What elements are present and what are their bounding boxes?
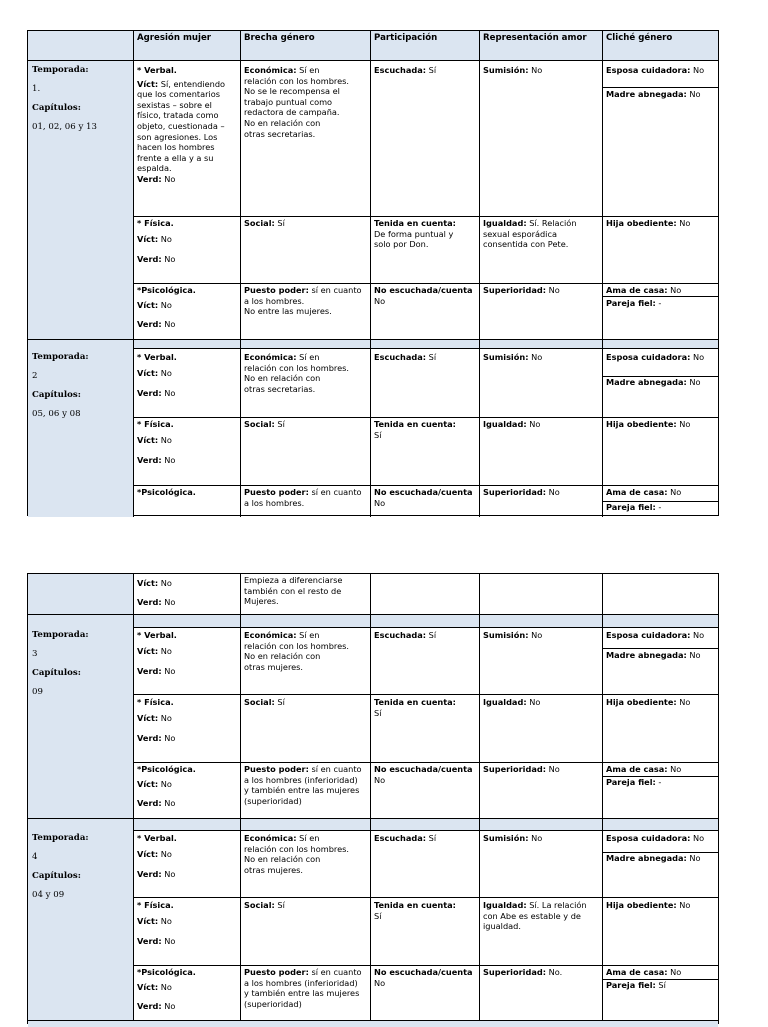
s4-fisica: * Física. Víct: No Verd: No [137, 900, 176, 946]
s3-escuchada: Escuchada: Sí [374, 630, 437, 640]
s2-noescuchada: No escuchada/cuenta No [374, 487, 473, 508]
s2-hija: Hija obediente: No [606, 419, 691, 429]
s3-sumision: Sumisión: No [483, 630, 543, 640]
header-cliche: Cliché género [606, 33, 673, 43]
s4-puesto: Puesto poder: sí en cuanto a los hombres (inferioridad) y también entre las mujeres (superioridad) [244, 967, 362, 1009]
header-participacion: Participación [374, 33, 438, 43]
season-2-info: Temporada: 2 Capítulos: 05, 06 y 08 [32, 352, 89, 419]
s4-economica: Económica: Sí en relación con los hombres. No en relación con otras mujeres. [244, 833, 350, 875]
cont-agresion: Víct: No Verd: No [137, 578, 176, 607]
s2-escuchada: Escuchada: Sí [374, 352, 437, 362]
s4-igualdad: Igualdad: Sí. La relación con Abe es estable y de igualdad. [483, 900, 587, 932]
s3-ama: Ama de casa: No [606, 764, 682, 774]
s1-esposa: Esposa cuidadora: No [606, 65, 705, 75]
s2-social: Social: Sí [244, 419, 285, 429]
s4-psicologica: *Psicológica. Víct: No Verd: No [137, 967, 196, 1011]
s2-sumision: Sumisión: No [483, 352, 543, 362]
s4-noescuchada: No escuchada/cuenta No [374, 967, 473, 988]
s4-escuchada: Escuchada: Sí [374, 833, 437, 843]
s2-fisica: * Física. Víct: No Verd: No [137, 419, 176, 465]
s2-igualdad: Igualdad: No [483, 419, 541, 429]
s2-verbal: * Verbal. Víct: No Verd: No [137, 352, 177, 398]
s1-pareja: Pareja fiel: - [606, 298, 662, 308]
s4-hija: Hija obediente: No [606, 900, 691, 910]
analysis-table-bottom [27, 573, 719, 1024]
s4-madre: Madre abnegada: No [606, 853, 701, 863]
s1-igualdad: Igualdad: Sí. Relación sexual esporádica consentida con Pete. [483, 218, 577, 250]
s1-social: Social: Sí [244, 218, 285, 228]
s3-pareja: Pareja fiel: - [606, 777, 662, 787]
s2-ama: Ama de casa: No [606, 487, 682, 497]
s3-superioridad: Superioridad: No [483, 764, 560, 774]
separator-band [28, 614, 718, 628]
s1-escuchada: Escuchada: Sí [374, 65, 437, 75]
s1-hija: Hija obediente: No [606, 218, 691, 228]
s3-igualdad: Igualdad: No [483, 697, 541, 707]
s4-ama: Ama de casa: No [606, 967, 682, 977]
s1-noescuchada: No escuchada/cuenta No [374, 285, 473, 306]
cont-brecha: Empieza a diferenciarse también con el resto de Mujeres. [244, 575, 343, 607]
s3-verbal: * Verbal. Víct: No Verd: No [137, 630, 177, 676]
continuation-season-cell [28, 574, 133, 614]
s3-economica: Económica: Sí en relación con los hombres. No en relación con otras mujeres. [244, 630, 350, 672]
s1-ama: Ama de casa: No [606, 285, 682, 295]
s4-social: Social: Sí [244, 900, 285, 910]
s4-tenida: Tenida en cuenta: Sí [374, 900, 456, 921]
s4-superioridad: Superioridad: No. [483, 967, 563, 977]
season-1-info: Temporada: 1. Capítulos: 01, 02, 06 y 13 [32, 65, 97, 132]
s4-sumision: Sumisión: No [483, 833, 543, 843]
s1-madre: Madre abnegada: No [606, 89, 701, 99]
s1-puesto: Puesto poder: sí en cuanto a los hombres. No entre las mujeres. [244, 285, 362, 317]
s3-tenida: Tenida en cuenta: Sí [374, 697, 456, 718]
s1-superioridad: Superioridad: No [483, 285, 560, 295]
s1-sumision: Sumisión: No [483, 65, 543, 75]
s2-tenida: Tenida en cuenta: Sí [374, 419, 456, 440]
header-brecha: Brecha género [244, 33, 315, 43]
s3-esposa: Esposa cuidadora: No [606, 630, 705, 640]
s2-pareja: Pareja fiel: - [606, 502, 662, 512]
s2-superioridad: Superioridad: No [483, 487, 560, 497]
s3-madre: Madre abnegada: No [606, 650, 701, 660]
season-3-info: Temporada: 3 Capítulos: 09 [32, 630, 89, 697]
s4-pareja: Pareja fiel: Sí [606, 980, 666, 990]
s1-verbal: * Verbal. Víct: Sí, entendiendo que los comentarios sexistas – sobre el físico, tratada como objeto, cuestionada – son agresiones. Los hacen los hombres frente a ella y a su espalda. Verd: No [137, 65, 226, 184]
analysis-table-top [27, 30, 719, 516]
s3-social: Social: Sí [244, 697, 285, 707]
season-4-info: Temporada: 4 Capítulos: 04 y 09 [32, 833, 89, 900]
s2-economica: Económica: Sí en relación con los hombres. No en relación con otras secretarias. [244, 352, 350, 394]
s2-madre: Madre abnegada: No [606, 377, 701, 387]
s1-fisica: * Física. Víct: No Verd: No [137, 218, 176, 264]
s3-hija: Hija obediente: No [606, 697, 691, 707]
s1-economica: Económica: Sí en relación con los hombres. No se le recompensa el trabajo puntual como redactora de campaña. No en relación con otras secretarias. [244, 65, 350, 139]
s1-psicologica: *Psicológica. Víct: No Verd: No [137, 285, 196, 329]
s1-tenida: Tenida en cuenta: De forma puntual y solo por Don. [374, 218, 456, 250]
s4-verbal: * Verbal. Víct: No Verd: No [137, 833, 177, 879]
header-agresion: Agresión mujer [137, 33, 212, 43]
s2-esposa: Esposa cuidadora: No [606, 352, 705, 362]
s3-fisica: * Física. Víct: No Verd: No [137, 697, 176, 743]
s4-esposa: Esposa cuidadora: No [606, 833, 705, 843]
s2-psicologica: *Psicológica. [137, 487, 196, 497]
header-representacion: Representación amor [483, 33, 587, 43]
s3-psicologica: *Psicológica. Víct: No Verd: No [137, 764, 196, 808]
s2-puesto: Puesto poder: sí en cuanto a los hombres. [244, 487, 362, 508]
s3-puesto: Puesto poder: sí en cuanto a los hombres (inferioridad) y también entre las mujeres (superioridad) [244, 764, 362, 806]
s3-noescuchada: No escuchada/cuenta No [374, 764, 473, 785]
